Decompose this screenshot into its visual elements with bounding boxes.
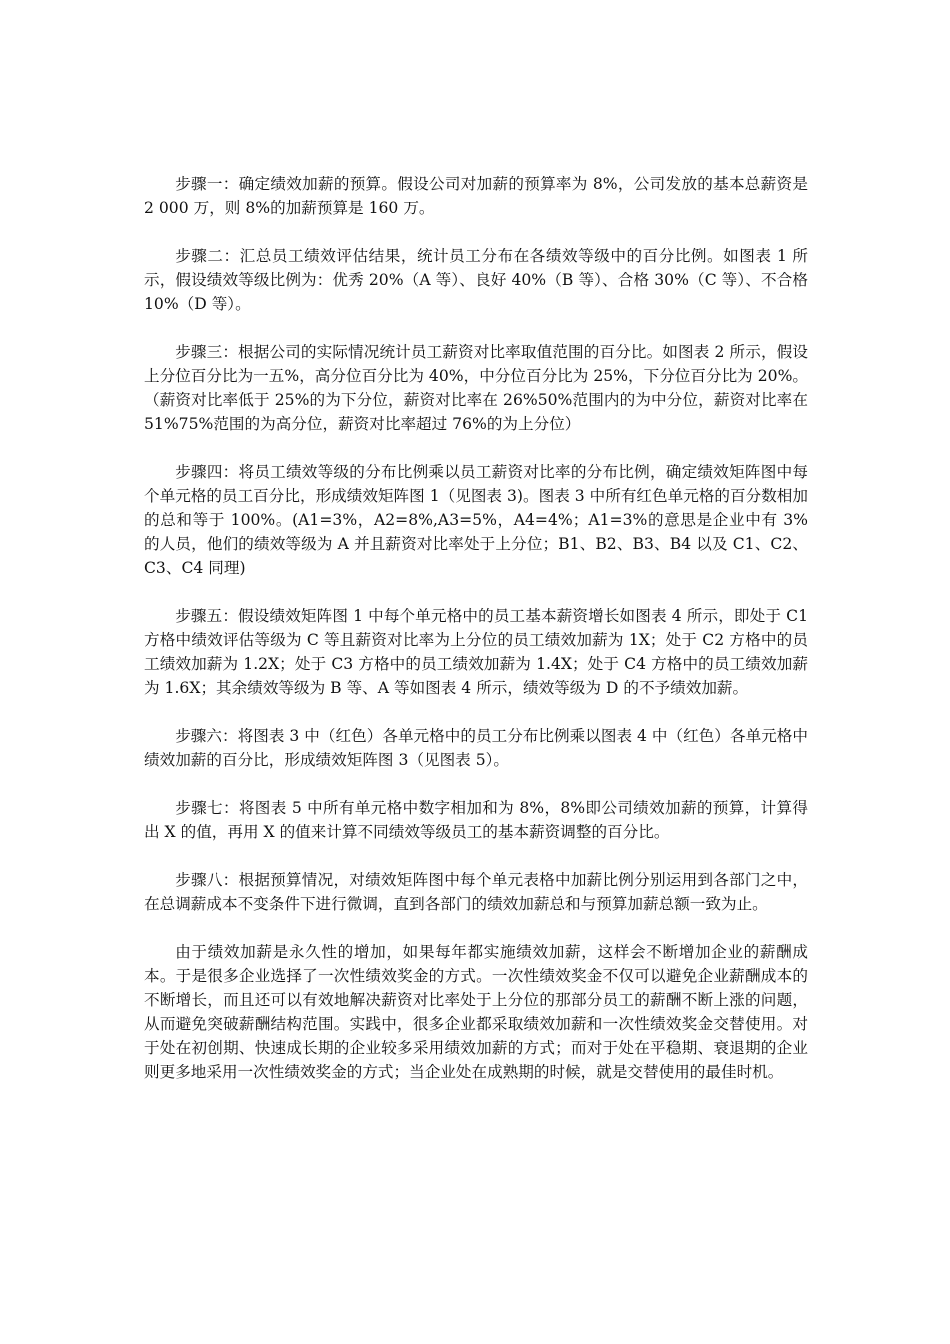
paragraph-step-6: 步骤六：将图表 3 中（红色）各单元格中的员工分布比例乘以图表 4 中（红色）各单元格中绩效加薪的百分比，形成绩效矩阵图 3（见图表 5）。	[144, 727, 808, 769]
paragraph-step-2: 步骤二：汇总员工绩效评估结果，统计员工分布在各绩效等级中的百分比例。如图表 1 所示，假设绩效等级比例为：优秀 20%（A 等）、良好 40%（B 等）、合格 30%（C 等）、不合格 10%（D 等）。	[144, 247, 808, 313]
paragraph-step-3: 步骤三：根据公司的实际情况统计员工薪资对比率取值范围的百分比。如图表 2 所示，假设上分位百分比为一五%，高分位百分比为 40%，中分位百分比为 25%，下分位百分比为 20%。（薪资对比率低于 25%的为下分位，薪资对比率在 26%50%范围内的为中分位，薪资对比率在 51%75%范围的为高分位，薪资对比率超过 76%的为上分位）	[144, 343, 808, 433]
paragraph-step-5: 步骤五：假设绩效矩阵图 1 中每个单元格中的员工基本薪资增长如图表 4 所示，即处于 C1 方格中绩效评估等级为 C 等且薪资对比率为上分位的员工绩效加薪为 1X；处于 C2 方格中的员工绩效加薪为 1.2X；处于 C3 方格中的员工绩效加薪为 1.4X；处于 C4 方格中的员工绩效加薪为 1.6X；其余绩效等级为 B 等、A 等如图表 4 所示，绩效等级为 D 的不予绩效加薪。	[144, 607, 808, 697]
paragraph-step-1: 步骤一：确定绩效加薪的预算。假设公司对加薪的预算率为 8%，公司发放的基本总薪资是 2 000 万，则 8%的加薪预算是 160 万。	[144, 175, 808, 217]
document-page	[144, 172, 808, 1084]
paragraph-conclusion: 由于绩效加薪是永久性的增加，如果每年都实施绩效加薪，这样会不断增加企业的薪酬成本。于是很多企业选择了一次性绩效奖金的方式。一次性绩效奖金不仅可以避免企业薪酬成本的不断增长，而且还可以有效地解决薪资对比率处于上分位的那部分员工的薪酬不断上涨的问题，从而避免突破薪酬结构范围。实践中，很多企业都采取绩效加薪和一次性绩效奖金交替使用。对于处在初创期、快速成长期的企业较多采用绩效加薪的方式；而对于处在平稳期、衰退期的企业则更多地采用一次性绩效奖金的方式；当企业处在成熟期的时候，就是交替使用的最佳时机。	[144, 943, 808, 1081]
paragraph-step-7: 步骤七：将图表 5 中所有单元格中数字相加和为 8%，8%即公司绩效加薪的预算，计算得出 X 的值，再用 X 的值来计算不同绩效等级员工的基本薪资调整的百分比。	[144, 799, 808, 841]
paragraph-step-4: 步骤四：将员工绩效等级的分布比例乘以员工薪资对比率的分布比例，确定绩效矩阵图中每个单元格的员工百分比，形成绩效矩阵图 1（见图表 3)。图表 3 中所有红色单元格的百分数相加的总和等于 100%。(A1=3%，A2=8%,A3=5%，A4=4%；A1=3%的意思是企业中有 3%的人员，他们的绩效等级为 A 并且薪资对比率处于上分位；B1、B2、B3、B4 以及 C1、C2、C3、C4 同理)	[144, 463, 808, 577]
paragraph-step-8: 步骤八：根据预算情况，对绩效矩阵图中每个单元表格中加薪比例分别运用到各部门之中，在总调薪成本不变条件下进行微调，直到各部门的绩效加薪总和与预算加薪总额一致为止。	[144, 871, 808, 913]
